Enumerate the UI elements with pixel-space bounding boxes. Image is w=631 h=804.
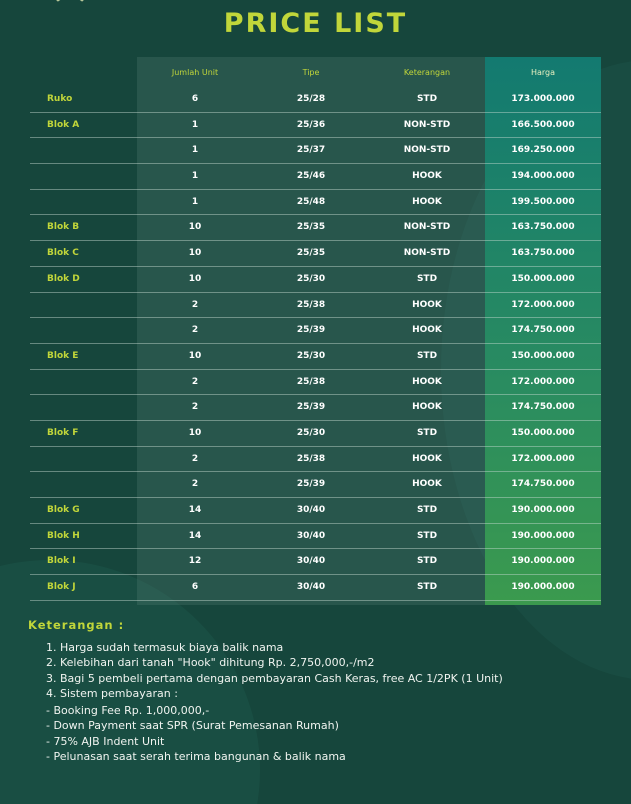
table-row xyxy=(30,524,601,550)
table-row xyxy=(30,344,601,370)
payment-item: - Pelunasan saat serah terima bangunan & balik nama xyxy=(46,750,346,764)
row-keterangan: STD xyxy=(416,582,438,593)
row-harga: 163.750.000 xyxy=(511,248,575,259)
row-tipe: 25/30 xyxy=(296,350,326,361)
row-tipe: 25/38 xyxy=(296,453,326,464)
row-keterangan: HOOK xyxy=(412,479,442,490)
row-blok: Blok A xyxy=(47,119,80,130)
note-item: 4. Sistem pembayaran : xyxy=(46,686,178,700)
row-harga: 174.750.000 xyxy=(511,479,575,490)
row-blok: Blok G xyxy=(47,505,80,515)
logo-icon xyxy=(40,0,100,8)
row-jumlah-unit: 2 xyxy=(191,299,199,310)
row-jumlah-unit: 14 xyxy=(188,505,202,515)
note-item: 2. Kelebihan dari tanah "Hook" dihitung Rp. 2,750,000,-/m2 xyxy=(46,656,375,670)
table-row xyxy=(30,138,601,164)
notes-section xyxy=(28,618,618,764)
table-row xyxy=(30,549,601,575)
row-tipe: 25/39 xyxy=(296,402,326,413)
row-keterangan: STD xyxy=(416,427,438,438)
row-harga: 173.000.000 xyxy=(511,94,575,104)
row-harga: 199.500.000 xyxy=(511,196,575,207)
row-jumlah-unit: 10 xyxy=(188,222,202,233)
page-title: PRICE LIST xyxy=(223,8,408,39)
row-harga: 194.000.000 xyxy=(511,171,575,182)
row-harga: 174.750.000 xyxy=(511,402,575,413)
row-blok: Blok J xyxy=(47,582,76,593)
price-table-rows xyxy=(30,87,601,601)
row-blok: Blok B xyxy=(47,222,80,233)
row-tipe: 25/39 xyxy=(296,479,326,490)
table-header xyxy=(30,57,601,87)
row-tipe: 25/30 xyxy=(296,427,326,438)
row-tipe: 25/36 xyxy=(296,119,326,130)
row-keterangan: STD xyxy=(416,556,438,567)
row-blok: Blok H xyxy=(47,530,80,541)
row-blok: Blok E xyxy=(47,350,79,361)
row-harga: 172.000.000 xyxy=(511,453,575,464)
header-tipe: Tipe xyxy=(302,68,320,77)
table-row xyxy=(30,472,601,498)
row-jumlah-unit: 6 xyxy=(191,94,199,104)
row-keterangan: STD xyxy=(416,273,438,284)
row-keterangan: NON-STD xyxy=(403,222,451,233)
row-jumlah-unit: 1 xyxy=(191,171,199,182)
note-item: 1. Harga sudah termasuk biaya balik nama xyxy=(46,641,284,654)
note-item: 3. Bagi 5 pembeli pertama dengan pembayaran Cash Keras, free AC 1/2PK (1 Unit) xyxy=(46,671,503,685)
row-tipe: 25/48 xyxy=(296,196,326,207)
row-keterangan: HOOK xyxy=(412,171,442,182)
row-jumlah-unit: 1 xyxy=(191,145,199,156)
row-harga: 166.500.000 xyxy=(511,119,575,130)
row-keterangan: HOOK xyxy=(412,196,442,207)
row-tipe: 30/40 xyxy=(296,556,326,567)
row-jumlah-unit: 10 xyxy=(188,248,202,259)
table-row xyxy=(30,241,601,267)
row-harga: 150.000.000 xyxy=(511,427,575,438)
row-tipe: 25/35 xyxy=(296,222,326,233)
table-row xyxy=(30,370,601,396)
row-jumlah-unit: 2 xyxy=(191,402,199,413)
row-jumlah-unit: 10 xyxy=(188,273,202,284)
table-row xyxy=(30,267,601,293)
row-tipe: 25/35 xyxy=(296,248,326,259)
payment-item: - Down Payment saat SPR (Surat Pemesanan Rumah) xyxy=(46,719,339,733)
row-keterangan: NON-STD xyxy=(403,145,451,156)
row-jumlah-unit: 10 xyxy=(188,350,202,361)
row-blok: Blok C xyxy=(47,248,79,259)
table-row xyxy=(30,113,601,139)
row-jumlah-unit: 2 xyxy=(191,376,199,387)
header-harga: Harga xyxy=(530,68,556,77)
row-keterangan: NON-STD xyxy=(403,119,451,130)
row-harga: 169.250.000 xyxy=(511,145,575,156)
table-row xyxy=(30,575,601,601)
row-tipe: 30/40 xyxy=(296,582,326,593)
row-keterangan: HOOK xyxy=(412,376,442,387)
table-row xyxy=(30,164,601,190)
table-row xyxy=(30,498,601,524)
row-harga: 190.000.000 xyxy=(511,530,575,541)
row-jumlah-unit: 2 xyxy=(191,453,199,464)
header-jumlah-unit: Jumlah Unit xyxy=(171,68,219,77)
row-blok: Blok F xyxy=(47,427,79,438)
row-keterangan: STD xyxy=(416,505,438,515)
row-keterangan: NON-STD xyxy=(403,248,451,259)
row-tipe: 30/40 xyxy=(296,530,326,541)
row-keterangan: HOOK xyxy=(412,299,442,310)
row-keterangan: STD xyxy=(416,530,438,541)
table-row xyxy=(30,215,601,241)
row-harga: 150.000.000 xyxy=(511,350,575,361)
row-tipe: 25/38 xyxy=(296,299,326,310)
row-harga: 150.000.000 xyxy=(511,273,575,284)
row-jumlah-unit: 1 xyxy=(191,119,199,130)
table-row xyxy=(30,293,601,319)
notes-title: Keterangan : xyxy=(28,618,125,632)
header-keterangan: Keterangan xyxy=(403,68,451,77)
row-harga: 172.000.000 xyxy=(511,376,575,387)
row-blok: Blok D xyxy=(47,273,80,284)
row-tipe: 30/40 xyxy=(296,505,326,515)
row-jumlah-unit: 12 xyxy=(188,556,202,567)
row-harga: 174.750.000 xyxy=(511,325,575,336)
row-jumlah-unit: 10 xyxy=(188,427,202,438)
row-tipe: 25/28 xyxy=(296,94,326,104)
row-keterangan: HOOK xyxy=(412,453,442,464)
table-row xyxy=(30,190,601,216)
table-row xyxy=(30,87,601,113)
table-row xyxy=(30,318,601,344)
payment-item: - 75% AJB Indent Unit xyxy=(46,734,165,748)
row-tipe: 25/30 xyxy=(296,273,326,284)
row-keterangan: HOOK xyxy=(412,402,442,413)
row-keterangan: STD xyxy=(416,94,438,104)
row-jumlah-unit: 1 xyxy=(191,196,199,207)
table-row xyxy=(30,421,601,447)
row-harga: 172.000.000 xyxy=(511,299,575,310)
row-tipe: 25/38 xyxy=(296,376,326,387)
table-row xyxy=(30,395,601,421)
row-jumlah-unit: 6 xyxy=(191,582,199,593)
row-keterangan: HOOK xyxy=(412,325,442,336)
row-tipe: 25/46 xyxy=(296,171,326,182)
row-blok: Ruko xyxy=(47,94,73,104)
payment-sub-list xyxy=(46,703,618,764)
notes-list xyxy=(46,640,618,701)
row-harga: 190.000.000 xyxy=(511,556,575,567)
row-jumlah-unit: 14 xyxy=(188,530,202,541)
row-jumlah-unit: 2 xyxy=(191,325,199,336)
table-row xyxy=(30,447,601,473)
row-blok: Blok I xyxy=(47,556,76,567)
row-tipe: 25/37 xyxy=(296,145,326,156)
row-harga: 190.000.000 xyxy=(511,505,575,515)
row-harga: 190.000.000 xyxy=(511,582,575,593)
payment-item: - Booking Fee Rp. 1,000,000,- xyxy=(46,704,210,718)
row-tipe: 25/39 xyxy=(296,325,326,336)
row-keterangan: STD xyxy=(416,350,438,361)
row-jumlah-unit: 2 xyxy=(191,479,199,490)
row-harga: 163.750.000 xyxy=(511,222,575,233)
